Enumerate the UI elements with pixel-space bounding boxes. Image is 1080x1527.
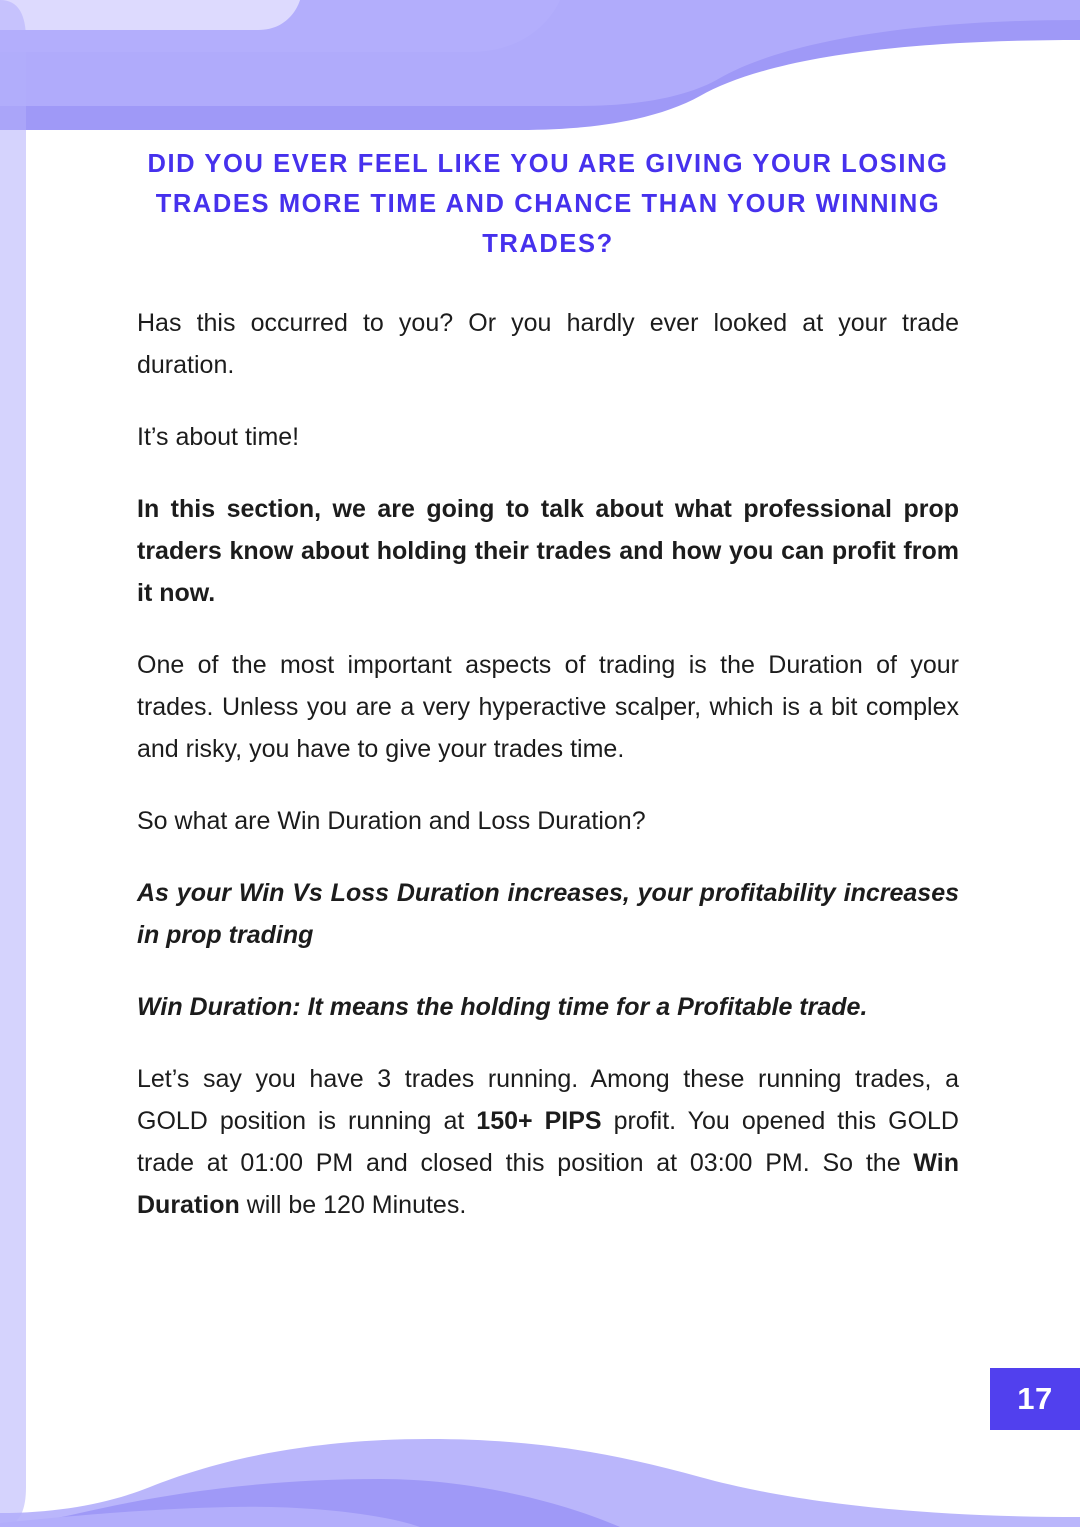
decorative-left-stripe	[0, 0, 40, 1527]
decorative-top-shape	[0, 0, 1080, 130]
page-title: DID YOU EVER FEEL LIKE YOU ARE GIVING YOUR LOSING TRADES MORE TIME AND CHANCE THAN YOUR WINNING TRADES?	[147, 150, 949, 258]
example-bold-pips: 150+ PIPS	[476, 1107, 602, 1136]
example-paragraph	[137, 1058, 959, 1226]
accent-callout: As your Win Vs Loss Duration increases, your profitability increases in prop trading	[137, 879, 959, 950]
example-bold-win-duration: Win Duration	[137, 1149, 959, 1220]
example-text-part-3: will be 120 Minutes.	[239, 1191, 467, 1220]
paragraph-1: Has this occurred to you? Or you hardly ever looked at your trade duration.	[137, 309, 959, 380]
page-number-badge: 17	[990, 1368, 1080, 1430]
decorative-bottom-shape	[0, 1367, 1080, 1527]
paragraph-4: One of the most important aspects of trading is the Duration of your trades. Unless you are a very hyperactive scalper, which is a bit complex and risky, you have to give your trades time.	[137, 651, 959, 764]
paragraph-5: So what are Win Duration and Loss Duration?	[137, 807, 646, 836]
example-text-part-1: Let’s say you have 3 trades running. Among these running trades, a GOLD position is running at	[137, 1065, 959, 1136]
definition-win-duration: Win Duration: It means the holding time for a Profitable trade.	[137, 993, 868, 1022]
example-text-part-2: profit. You opened this GOLD trade at 01:00 PM and closed this position at 03:00 PM. So the	[137, 1107, 959, 1178]
paragraph-3: In this section, we are going to talk about what professional prop traders know about holding their trades and how you can profit from it now.	[137, 495, 959, 608]
document-content	[137, 145, 959, 1226]
paragraph-2: It’s about time!	[137, 423, 300, 452]
